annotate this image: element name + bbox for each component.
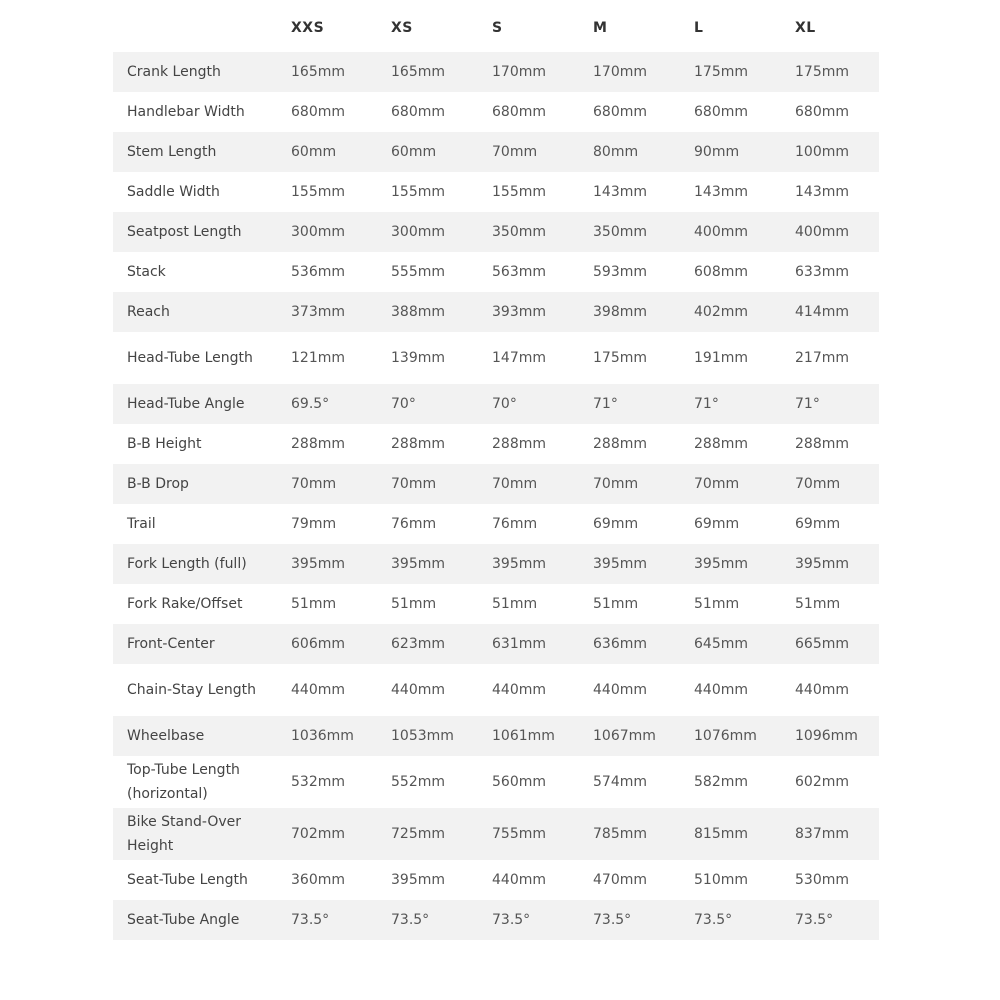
table-cell: 70° [492,396,517,412]
table-cell: 440mm [291,682,345,698]
table-header [113,0,879,52]
table-cell: 1076mm [694,728,757,744]
table-cell: 400mm [694,224,748,240]
table-cell: 373mm [291,304,345,320]
row-label: Front-Center [127,636,215,652]
table-cell: 165mm [391,64,445,80]
table-cell: 288mm [492,436,546,452]
row-label: Reach [127,304,170,320]
table-row [113,292,879,332]
table-cell: 395mm [694,556,748,572]
table-cell: 70mm [694,476,740,492]
table-cell: 560mm [492,774,546,790]
table-cell: 393mm [492,304,546,320]
table-cell: 155mm [492,184,546,200]
row-label: Head-Tube Length [127,350,253,366]
table-cell: 510mm [694,872,748,888]
table-cell: 785mm [593,826,647,842]
table-cell: 147mm [492,350,546,366]
table-cell: 440mm [391,682,445,698]
table-cell: 680mm [391,104,445,120]
table-cell: 1061mm [492,728,555,744]
table-cell: 815mm [694,826,748,842]
row-label: Chain-Stay Length [127,682,257,698]
row-label: Stem Length [127,144,217,160]
table-cell: 388mm [391,304,445,320]
table-cell: 1067mm [593,728,656,744]
table-row [113,624,879,664]
table-cell: 582mm [694,774,748,790]
table-cell: 645mm [694,636,748,652]
table-cell: 100mm [795,144,849,160]
table-cell: 51mm [492,596,538,612]
table-cell: 552mm [391,774,445,790]
row-label: Stack [127,264,166,280]
row-label: B-B Drop [127,476,189,492]
table-cell: 633mm [795,264,849,280]
table-cell: 395mm [291,556,345,572]
table-cell: 395mm [795,556,849,572]
table-cell: 440mm [694,682,748,698]
table-cell: 70mm [492,144,538,160]
table-row [113,900,879,940]
table-row [113,716,879,756]
table-cell: 139mm [391,350,445,366]
table-row [113,808,879,860]
table-cell: 665mm [795,636,849,652]
table-cell: 69mm [694,516,740,532]
table-row [113,212,879,252]
table-cell: 76mm [391,516,437,532]
table-cell: 69mm [593,516,639,532]
table-cell: 73.5° [593,912,632,928]
table-cell: 155mm [291,184,345,200]
table-cell: 402mm [694,304,748,320]
table-cell: 608mm [694,264,748,280]
size-header-xxs: XXS [291,20,325,36]
table-body [113,52,879,940]
table-cell: 60mm [391,144,437,160]
table-cell: 350mm [492,224,546,240]
table-cell: 143mm [593,184,647,200]
row-label: Head-Tube Angle [127,396,245,412]
table-cell: 837mm [795,826,849,842]
row-label: B-B Height [127,436,202,452]
table-cell: 680mm [593,104,647,120]
table-cell: 360mm [291,872,345,888]
table-cell: 1036mm [291,728,354,744]
table-cell: 143mm [694,184,748,200]
table-row [113,332,879,384]
table-cell: 1053mm [391,728,454,744]
table-cell: 680mm [694,104,748,120]
table-cell: 680mm [795,104,849,120]
table-cell: 593mm [593,264,647,280]
table-cell: 69mm [795,516,841,532]
table-row [113,664,879,716]
table-cell: 300mm [391,224,445,240]
table-cell: 121mm [291,350,345,366]
table-cell: 623mm [391,636,445,652]
size-header-m: M [593,20,608,36]
table-cell: 288mm [694,436,748,452]
table-cell: 602mm [795,774,849,790]
table-cell: 70mm [391,476,437,492]
table-cell: 414mm [795,304,849,320]
table-cell: 170mm [593,64,647,80]
table-cell: 532mm [291,774,345,790]
table-row [113,172,879,212]
table-cell: 73.5° [291,912,330,928]
table-row [113,464,879,504]
row-label: Wheelbase [127,728,205,744]
table-cell: 217mm [795,350,849,366]
table-cell: 70° [391,396,416,412]
table-cell: 80mm [593,144,639,160]
table-cell: 300mm [291,224,345,240]
table-cell: 70mm [593,476,639,492]
table-cell: 725mm [391,826,445,842]
table-cell: 170mm [492,64,546,80]
table-cell: 470mm [593,872,647,888]
row-label: Seatpost Length [127,224,242,240]
table-cell: 51mm [795,596,841,612]
table-cell: 400mm [795,224,849,240]
table-cell: 755mm [492,826,546,842]
table-cell: 71° [593,396,618,412]
size-header-xs: XS [391,20,413,36]
table-cell: 395mm [492,556,546,572]
table-cell: 51mm [593,596,639,612]
table-cell: 73.5° [391,912,430,928]
table-row [113,860,879,900]
table-cell: 440mm [492,872,546,888]
table-cell: 563mm [492,264,546,280]
table-cell: 90mm [694,144,740,160]
table-cell: 288mm [795,436,849,452]
row-label: Trail [127,516,156,532]
table-cell: 606mm [291,636,345,652]
table-row [113,384,879,424]
size-header-l: L [694,20,704,36]
table-cell: 70mm [492,476,538,492]
table-cell: 73.5° [694,912,733,928]
table-cell: 79mm [291,516,337,532]
table-cell: 76mm [492,516,538,532]
table-cell: 530mm [795,872,849,888]
size-header-xl: XL [795,20,816,36]
table-cell: 680mm [492,104,546,120]
table-cell: 288mm [391,436,445,452]
table-cell: 165mm [291,64,345,80]
table-cell: 536mm [291,264,345,280]
table-cell: 51mm [291,596,337,612]
table-cell: 155mm [391,184,445,200]
row-label: Saddle Width [127,184,220,200]
size-header-s: S [492,20,503,36]
table-cell: 191mm [694,350,748,366]
table-cell: 702mm [291,826,345,842]
row-label: Seat-Tube Length [127,872,248,888]
table-cell: 398mm [593,304,647,320]
table-cell: 51mm [391,596,437,612]
table-cell: 1096mm [795,728,858,744]
table-cell: 143mm [795,184,849,200]
row-label: Fork Length (full) [127,556,247,572]
table-cell: 71° [694,396,719,412]
table-cell: 636mm [593,636,647,652]
table-cell: 350mm [593,224,647,240]
table-cell: 440mm [492,682,546,698]
table-cell: 73.5° [492,912,531,928]
table-cell: 555mm [391,264,445,280]
table-row [113,544,879,584]
table-row [113,424,879,464]
table-row [113,52,879,92]
table-cell: 175mm [694,64,748,80]
table-cell: 51mm [694,596,740,612]
table-cell: 631mm [492,636,546,652]
table-row [113,92,879,132]
table-cell: 70mm [795,476,841,492]
table-cell: 574mm [593,774,647,790]
table-cell: 395mm [391,872,445,888]
geometry-table [113,0,879,940]
row-label: Bike Stand-Over Height [127,814,241,854]
table-cell: 69.5° [291,396,330,412]
row-label: Fork Rake/Offset [127,596,243,612]
row-label: Top-Tube Length (horizontal) [127,762,240,802]
table-cell: 73.5° [795,912,834,928]
row-label: Handlebar Width [127,104,245,120]
table-cell: 395mm [593,556,647,572]
table-cell: 175mm [795,64,849,80]
table-cell: 395mm [391,556,445,572]
table-cell: 288mm [593,436,647,452]
row-label: Crank Length [127,64,221,80]
row-label: Seat-Tube Angle [127,912,240,928]
table-row [113,756,879,808]
table-row [113,252,879,292]
table-cell: 680mm [291,104,345,120]
table-row [113,504,879,544]
table-cell: 175mm [593,350,647,366]
table-row [113,132,879,172]
table-cell: 288mm [291,436,345,452]
table-cell: 440mm [795,682,849,698]
table-cell: 70mm [291,476,337,492]
table-cell: 60mm [291,144,337,160]
table-row [113,584,879,624]
table-cell: 71° [795,396,820,412]
table-cell: 440mm [593,682,647,698]
